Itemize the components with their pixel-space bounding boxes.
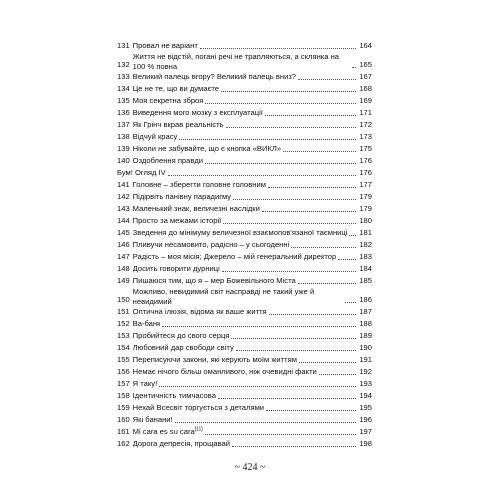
entry-number: 139: [117, 144, 130, 154]
table-of-contents: [117, 40, 372, 450]
entry-number: 157: [117, 379, 130, 389]
entry-number: 143: [117, 204, 130, 214]
entry-number: 151: [117, 307, 130, 317]
entry-page: 165: [359, 60, 372, 70]
toc-entry[interactable]: [117, 143, 372, 155]
entry-number: 158: [117, 391, 130, 401]
entry-page: 187: [359, 307, 372, 317]
entry-page: 195: [359, 403, 372, 413]
entry-number: 150: [117, 295, 130, 305]
entry-page: 196: [359, 415, 372, 425]
dot-leader: [269, 314, 356, 315]
entry-title: Немає нічого більш оманливого, ніж очевидні факти: [132, 367, 317, 377]
entry-page: 179: [359, 192, 372, 202]
entry-title: Нехай Всесвіт торгується з деталями: [132, 403, 265, 413]
toc-entry[interactable]: [117, 131, 372, 143]
toc-entry[interactable]: [117, 354, 372, 366]
dot-leader: [345, 302, 356, 303]
dot-leader: [349, 235, 356, 236]
toc-entry[interactable]: [117, 155, 372, 167]
entry-number: 144: [117, 216, 130, 226]
entry-number: 145: [117, 228, 130, 238]
entry-page: 192: [359, 367, 372, 377]
toc-entry[interactable]: [117, 318, 372, 330]
toc-entry[interactable]: [117, 263, 372, 275]
entry-title: Любовний дар свободи світу: [132, 343, 234, 353]
entry-page: 182: [359, 240, 372, 250]
entry-number: 134: [117, 84, 130, 94]
dot-leader: [299, 362, 356, 363]
entry-number: 153: [117, 331, 130, 341]
dot-leader: [298, 283, 356, 284]
dot-leader: [179, 139, 356, 140]
entry-title: Можливо, невидимий світ насправді не такий уже й невидимий: [132, 287, 315, 306]
entry-number: 162: [117, 439, 130, 449]
toc-entry[interactable]: [117, 52, 372, 71]
toc-entry[interactable]: [117, 191, 372, 203]
entry-number: 156: [117, 367, 130, 377]
entry-title: Ва-банк: [132, 319, 161, 329]
entry-title-text: Mi cara es su cara: [132, 427, 195, 437]
entry-page: 188: [359, 319, 372, 329]
entry-page: 164: [359, 41, 372, 50]
entry-number: 160: [117, 415, 130, 425]
entry-title: Які банани!: [132, 415, 173, 425]
dot-leader: [175, 422, 356, 423]
entry-title: Ідентичність тимчасова: [132, 391, 216, 401]
entry-page: 186: [359, 295, 372, 305]
dot-leader: [298, 79, 356, 80]
toc-entry[interactable]: [117, 275, 372, 287]
toc-entry[interactable]: [117, 203, 372, 215]
entry-page: 167: [359, 72, 372, 82]
entry-title: Радість – моя місія; Джерело – мій генеральний директор: [132, 252, 337, 262]
toc-entry[interactable]: [117, 107, 372, 119]
dot-leader: [268, 187, 356, 188]
dot-leader: [205, 163, 356, 164]
entry-page: 180: [359, 216, 372, 226]
toc-entry[interactable]: [117, 119, 372, 131]
toc-entry[interactable]: [117, 402, 372, 414]
entry-title: Головне – зберегти головне головним: [132, 180, 266, 190]
entry-page: 193: [359, 379, 372, 389]
entry-page: 190: [359, 343, 372, 353]
dot-leader: [159, 386, 356, 387]
entry-title: Підірвіть панівну парадигму: [132, 192, 232, 202]
entry-title: Дорога депресія, прощавай: [132, 439, 230, 449]
toc-entry[interactable]: [117, 95, 372, 107]
entry-page: 185: [359, 276, 372, 286]
entry-title: Досить говорити дурниці: [132, 264, 220, 274]
entry-page: 168: [359, 84, 372, 94]
dot-leader: [226, 127, 356, 128]
dot-leader: [205, 434, 356, 435]
dot-leader: [200, 48, 356, 49]
dot-leader: [236, 350, 356, 351]
entry-page: 173: [359, 132, 372, 142]
entry-title: Великий палець вгору? Великий палець вниз?: [132, 72, 297, 82]
entry-page: 175: [359, 144, 372, 154]
entry-page: 197: [359, 427, 372, 437]
entry-number: 140: [117, 156, 130, 166]
toc-entry[interactable]: [117, 239, 372, 251]
entry-title: Виведення мого мозку з експлуатації: [132, 108, 263, 118]
entry-number: 161: [117, 427, 130, 437]
dot-leader: [265, 115, 356, 116]
toc-entry[interactable]: [117, 179, 372, 191]
toc-entry[interactable]: [117, 342, 372, 354]
entry-number: 137: [117, 120, 130, 130]
entry-page: 176: [359, 168, 372, 178]
entry-title: Як Грінч вкрав реальність: [132, 120, 224, 130]
entry-title: Оздоблення правди: [132, 156, 203, 166]
entry-page: 181: [359, 228, 372, 238]
entry-title: Пробийтеся до свого серця: [132, 331, 230, 341]
entry-number: 159: [117, 403, 130, 413]
entry-title: Провал не варіант: [132, 41, 198, 50]
entry-title: Пишаюся тим, що я – мер Божевільного Міста: [132, 276, 296, 286]
toc-entry[interactable]: [117, 366, 372, 378]
entry-number: 135: [117, 96, 130, 106]
toc-entry[interactable]: [117, 414, 372, 426]
dot-leader: [168, 175, 356, 176]
entry-page: 169: [359, 96, 372, 106]
entry-number: 147: [117, 252, 130, 262]
toc-section-entry[interactable]: [117, 167, 372, 179]
dot-leader: [218, 398, 356, 399]
entry-page: 194: [359, 391, 372, 401]
entry-title: Зведення до мінімуму величезної взаємопов'язаної таємниці: [132, 228, 348, 238]
toc-entry[interactable]: [117, 227, 372, 239]
dot-leader: [223, 223, 356, 224]
entry-title: [133, 426, 203, 438]
dot-leader: [162, 326, 356, 327]
toc-entry[interactable]: [117, 287, 372, 306]
entry-page: 171: [359, 108, 372, 118]
dot-leader: [338, 259, 356, 260]
entry-number: 141: [117, 180, 130, 190]
dot-leader: [319, 374, 356, 375]
entry-page: 183: [359, 252, 372, 262]
toc-entry[interactable]: [117, 330, 372, 342]
dot-leader: [231, 338, 356, 339]
entry-title: Ніколи не забувайте, що є кнопка «ВИКЛ»: [132, 144, 282, 154]
toc-entry[interactable]: [117, 390, 372, 402]
entry-number: 131: [117, 41, 130, 50]
entry-number: 138: [117, 132, 130, 142]
entry-page: 176: [359, 156, 372, 166]
entry-number: 136: [117, 108, 130, 118]
entry-number: 155: [117, 355, 130, 365]
entry-number: 146: [117, 240, 130, 250]
section-title: Бум! Огляд IV: [117, 168, 166, 178]
entry-number: 148: [117, 264, 130, 274]
toc-entry[interactable]: [117, 71, 372, 83]
entry-page: 177: [359, 180, 372, 190]
dot-leader: [291, 247, 356, 248]
entry-title: Просто за межами історії: [132, 216, 222, 226]
dot-leader: [233, 199, 356, 200]
dot-leader: [283, 151, 356, 152]
entry-title: Пливучи несамовито, радісно – у сьогоденні: [132, 240, 290, 250]
dot-leader: [262, 211, 356, 212]
entry-title: Я таку!: [132, 379, 158, 389]
entry-number: 133: [117, 72, 130, 82]
dot-leader: [205, 103, 356, 104]
toc-entry[interactable]: [117, 40, 372, 52]
entry-page: 172: [359, 120, 372, 130]
toc-entry[interactable]: [117, 306, 372, 318]
entry-title: Маленький знак, величезні наслідки: [132, 204, 260, 214]
entry-title: Оптична ілюзія, відома як ваше життя: [132, 307, 267, 317]
toc-entry[interactable]: [117, 378, 372, 390]
entry-title: Це не те, що ви думаєте: [132, 84, 219, 94]
entry-page: 191: [359, 355, 372, 365]
footnote-ref[interactable]: [11]: [194, 426, 203, 433]
entry-number: 142: [117, 192, 130, 202]
dot-leader: [232, 446, 356, 447]
entry-number: 154: [117, 343, 130, 353]
dot-leader: [352, 67, 356, 68]
entry-page: 184: [359, 264, 372, 274]
entry-title: Відчуй красу: [132, 132, 178, 142]
entry-page: 189: [359, 331, 372, 341]
dot-leader: [222, 271, 356, 272]
page-number-footer: ~ 424 ~: [234, 462, 266, 473]
dot-leader: [266, 410, 356, 411]
toc-entry[interactable]: [117, 438, 372, 450]
entry-title: Життя не відстій, погані речі не трапляються, а склянка на 100 % повна: [132, 52, 340, 71]
toc-entry[interactable]: [117, 83, 372, 95]
entry-page: 179: [359, 204, 372, 214]
entry-number: 149: [117, 276, 130, 286]
toc-entry[interactable]: [117, 215, 372, 227]
toc-entry[interactable]: [117, 426, 372, 438]
entry-number: 152: [117, 319, 130, 329]
entry-title: Переписуючи закони, які керують моїм життям: [132, 355, 297, 365]
toc-entry[interactable]: [117, 251, 372, 263]
entry-title: Моя секретна зброя: [132, 96, 204, 106]
entry-page: 198: [359, 439, 372, 449]
dot-leader: [221, 91, 356, 92]
entry-number: 132: [117, 60, 130, 70]
